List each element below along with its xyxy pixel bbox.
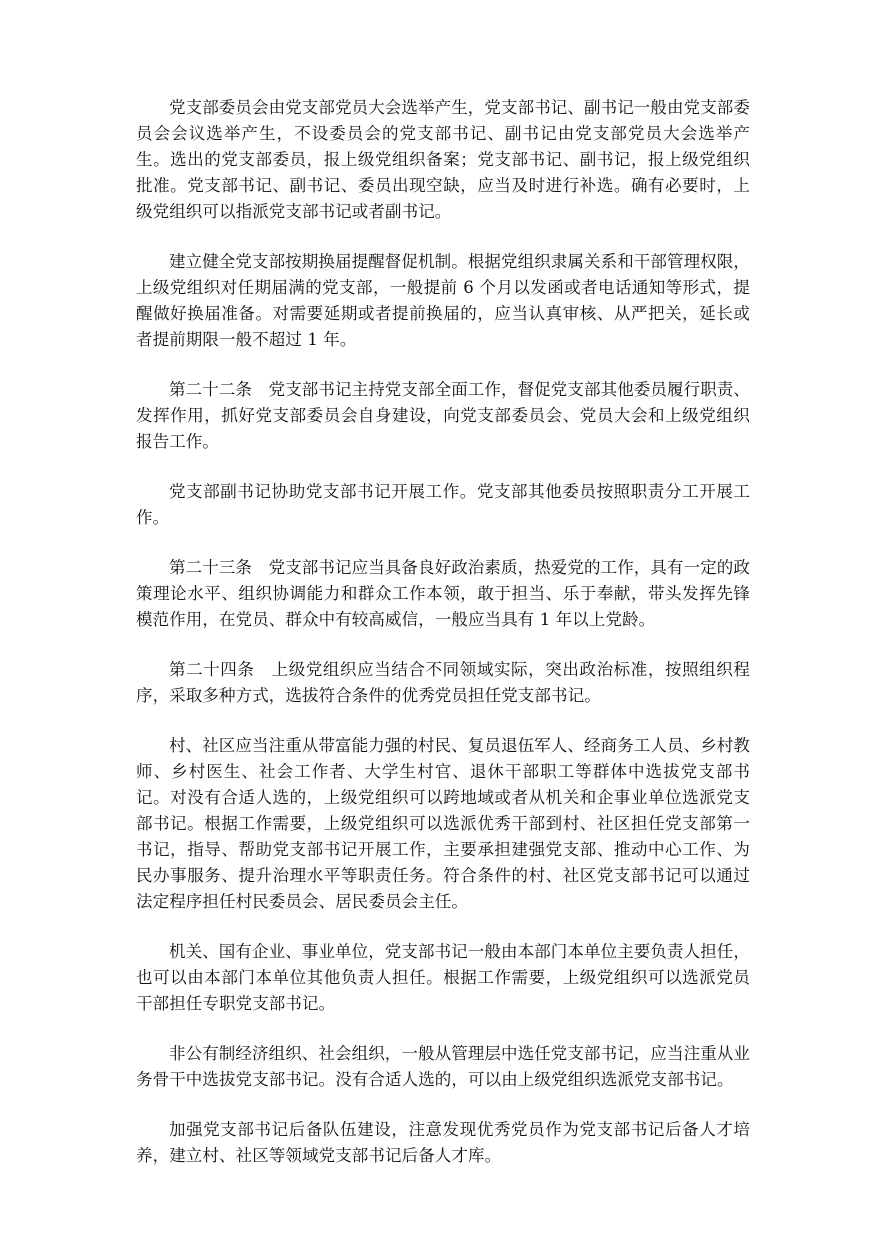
paragraph-4: 党支部副书记协助党支部书记开展工作。党支部其他委员按照职责分工开展工作。: [136, 482, 750, 527]
document-body: [136, 95, 750, 1193]
paragraph-10: 加强党支部书记后备队伍建设，注意发现优秀党员作为党支部书记后备人才培养，建立村、社区等领域党支部书记后备人才库。: [136, 1120, 750, 1165]
paragraph-1: 党支部委员会由党支部党员大会选举产生，党支部书记、副书记一般由党支部委员会会议选举产生，不设委员会的党支部书记、副书记由党支部党员大会选举产生。选出的党支部委员，报上级党组织备案；党支部书记、副书记，报上级党组织批准。党支部书记、副书记、委员出现空缺，应当及时进行补选。确有必要时，上级党组织可以指派党支部书记或者副书记。: [136, 98, 750, 221]
paragraph-article-22: 第二十二条 党支部书记主持党支部全面工作，督促党支部其他委员履行职责、发挥作用，抓好党支部委员会自身建设，向党支部委员会、党员大会和上级党组织报告工作。: [136, 380, 750, 451]
paragraph-2: 建立健全党支部按期换届提醒督促机制。根据党组织隶属关系和干部管理权限，上级党组织对任期届满的党支部，一般提前 6 个月以发函或者电话通知等形式，提醒做好换届准备。对需要延期或者提前换届的，应当认真审核、从严把关，延长或者提前期限一般不超过 1 年。: [136, 252, 750, 349]
paragraph-article-23: 第二十三条 党支部书记应当具备良好政治素质，热爱党的工作，具有一定的政策理论水平、组织协调能力和群众工作本领，敢于担当、乐于奉献，带头发挥先锋模范作用，在党员、群众中有较高威信，一般应当具有 1 年以上党龄。: [136, 558, 750, 629]
paragraph-8: 机关、国有企业、事业单位，党支部书记一般由本部门本单位主要负责人担任，也可以由本部门本单位其他负责人担任。根据工作需要，上级党组织可以选派党员干部担任专职党支部书记。: [136, 942, 750, 1013]
paragraph-7: 村、社区应当注重从带富能力强的村民、复员退伍军人、经商务工人员、乡村教师、乡村医生、社会工作者、大学生村官、退休干部职工等群体中选拔党支部书记。对没有合适人选的，上级党组织可以跨地域或者从机关和企事业单位选派党支部书记。根据工作需要，上级党组织可以选派优秀干部到村、社区担任党支部第一书记，指导、帮助党支部书记开展工作，主要承担建强党支部、推动中心工作、为民办事服务、提升治理水平等职责任务。符合条件的村、社区党支部书记可以通过法定程序担任村民委员会、居民委员会主任。: [136, 736, 750, 911]
paragraph-9: 非公有制经济组织、社会组织，一般从管理层中选任党支部书记，应当注重从业务骨干中选拔党支部书记。没有合适人选的，可以由上级党组织选派党支部书记。: [136, 1044, 750, 1089]
paragraph-article-24: 第二十四条 上级党组织应当结合不同领域实际，突出政治标准，按照组织程序，采取多种方式，选拔符合条件的优秀党员担任党支部书记。: [136, 660, 750, 705]
